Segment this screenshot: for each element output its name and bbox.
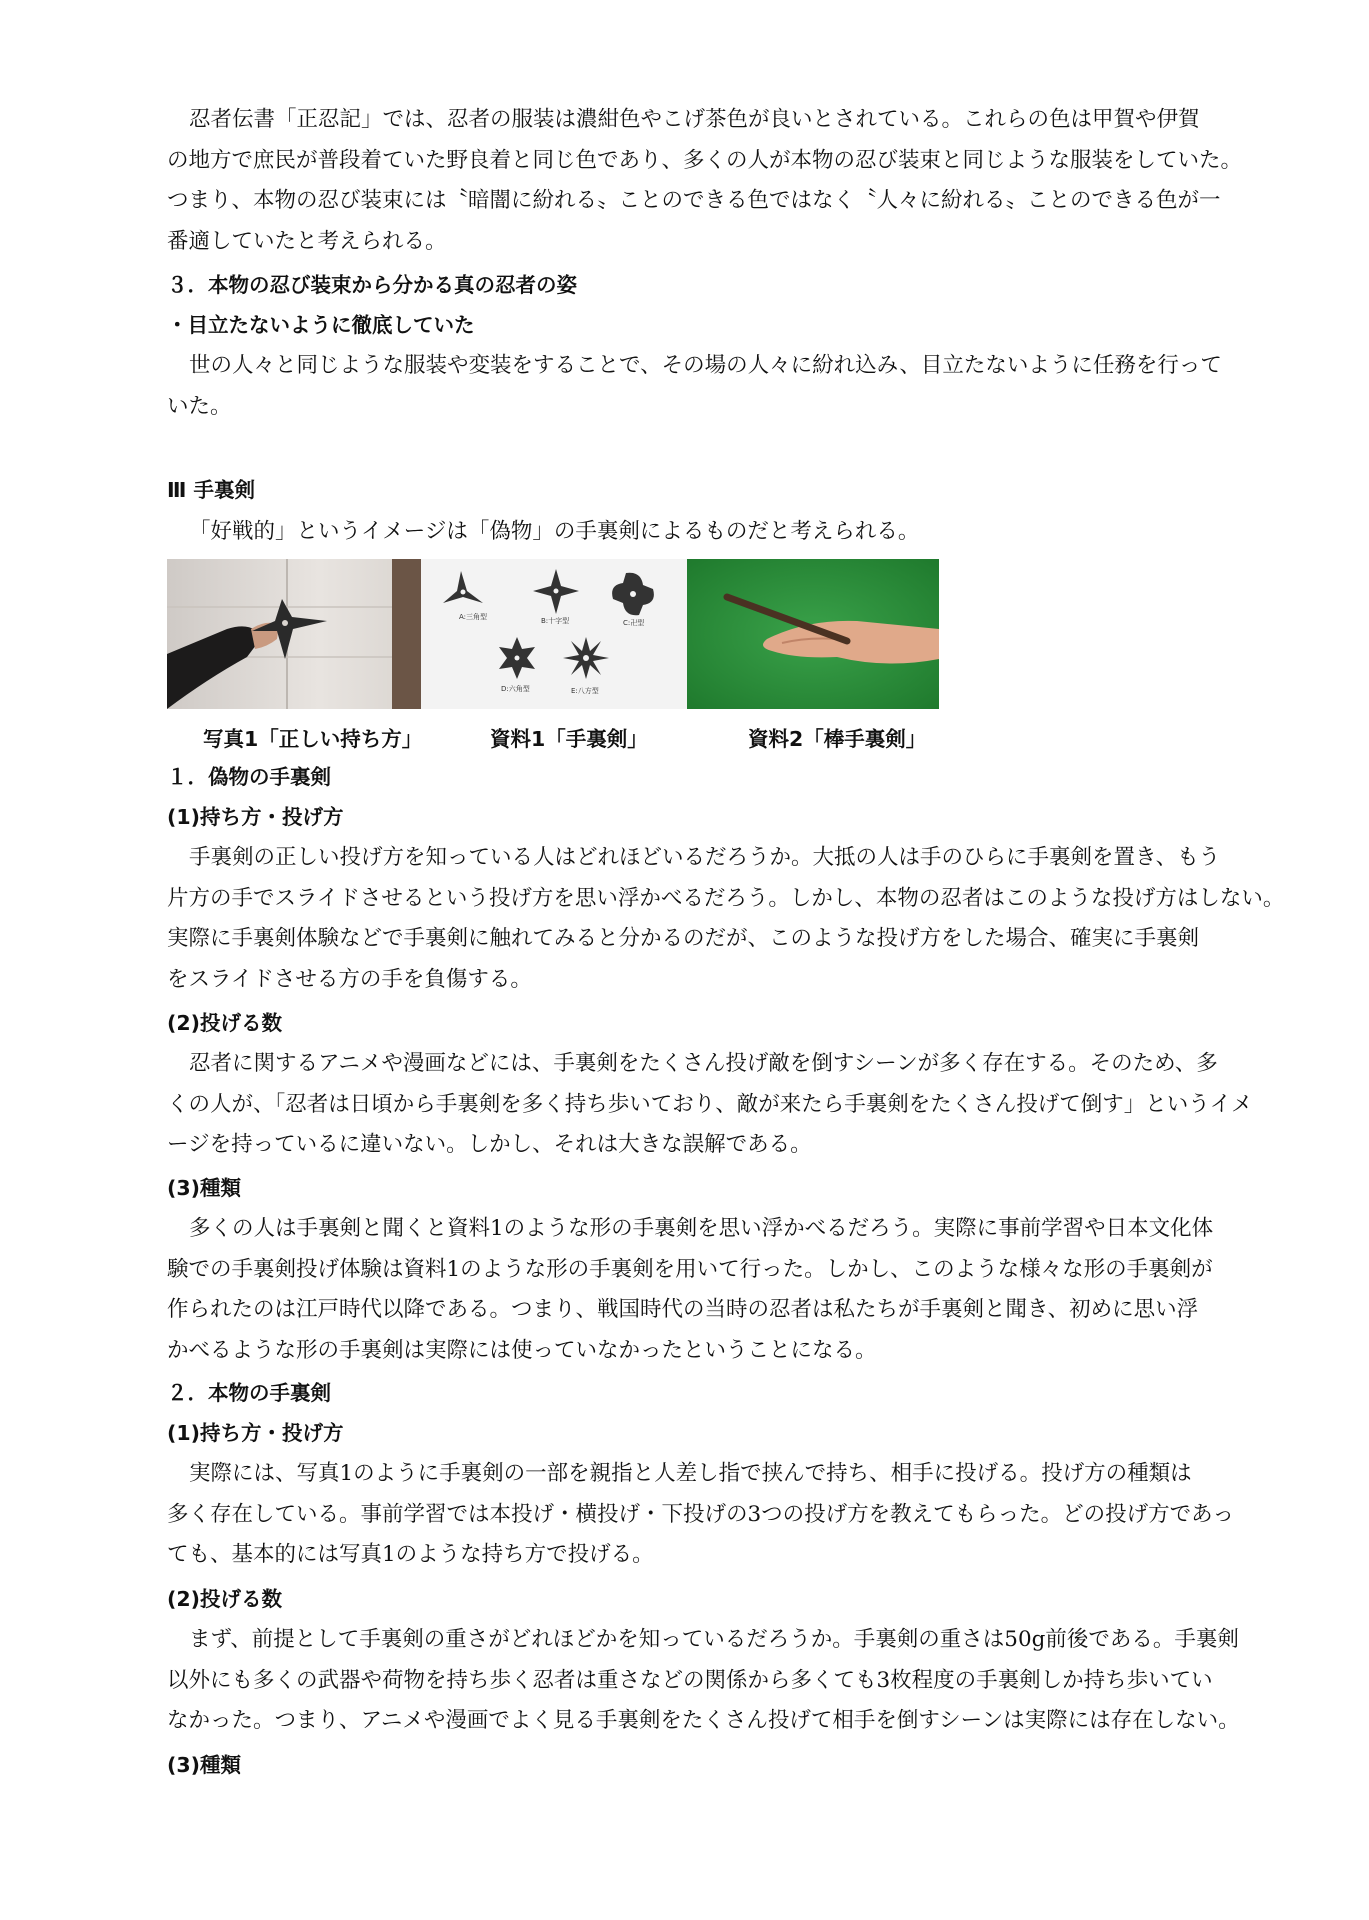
- paragraph-fake-count: [167, 1044, 1253, 1166]
- type-label: B:十字型: [541, 617, 570, 625]
- text-line: 忍者に関するアニメや漫画などには、手裏剣をたくさん投げ敵を倒すシーンが多く存在する。そのため、多: [189, 1051, 1218, 1076]
- paragraph-fake-grip: [167, 838, 1284, 1000]
- text-line: 実際に手裏剣体験などで手裏剣に触れてみると分かるのだが、このような投げ方をした場合、確実に手裏剣: [167, 926, 1200, 951]
- text-line: 番適していたと考えられる。: [167, 228, 447, 254]
- intro-paragraph: [167, 512, 919, 553]
- subheading-real-grip: (1)持ち方・投げ方: [167, 1421, 344, 1445]
- text-line: 多くの人は手裏剣と聞くと資料1のような形の手裏剣を思い浮かべるだろう。実際に事前学習や日本文化体: [189, 1216, 1214, 1241]
- text-line: つまり、本物の忍び装束には〝暗闇に紛れる〟ことのできる色ではなく〝人々に紛れる〟ことのできる色が一: [167, 188, 1221, 213]
- text-line: まず、前提として手裏剣の重さがどれほどかを知っているだろうか。手裏剣の重さは50g前後である。手裏剣: [189, 1627, 1239, 1652]
- subheading-fake-types: (3)種類: [167, 1176, 242, 1200]
- paragraph-real-count: [167, 1620, 1240, 1742]
- type-label: E:八方型: [571, 687, 599, 695]
- subheading-fake-count: (2)投げる数: [167, 1011, 283, 1035]
- type-label: A:三角型: [459, 613, 488, 621]
- type-label: D:六角型: [501, 685, 530, 693]
- text-line: ても、基本的には写真1のような持ち方で投げる。: [167, 1542, 654, 1567]
- caption-doc1: 資料1「手裏剣」: [490, 727, 648, 751]
- paragraph-ninja-clothing: [167, 100, 1242, 262]
- text-line: ージを持っているに違いない。しかし、それは大きな誤解である。: [167, 1132, 812, 1157]
- text-line: かべるような形の手裏剣は実際には使っていなかったということになる。: [167, 1337, 877, 1363]
- section-heading-3: ３．本物の忍び装束から分かる真の忍者の姿: [167, 273, 577, 297]
- section-heading-shuriken: Ⅲ 手裏剣: [167, 478, 256, 502]
- bullet-heading: ・目立たないように徹底していた: [167, 313, 475, 337]
- photo-correct-grip: [167, 559, 421, 709]
- text-line: 多く存在している。事前学習では本投げ・横投げ・下投げの3つの投げ方を教えてもらった。どの投げ方であっ: [167, 1501, 1234, 1527]
- text-line: 片方の手でスライドさせるという投げ方を思い浮かべるだろう。しかし、本物の忍者はこのような投げ方はしない。: [167, 885, 1285, 911]
- text-line: 以外にも多くの武器や荷物を持ち歩く忍者は重さなどの関係から多くても3枚程度の手裏剣しか持ち歩いてい: [167, 1667, 1213, 1693]
- text-line: 世の人々と同じような服装や変装をすることで、その場の人々に紛れ込み、目立たないように任務を行って: [189, 353, 1222, 378]
- type-label: C:卍型: [623, 619, 645, 627]
- photo-bo-shuriken: [687, 559, 939, 709]
- heading-fake-shuriken: １．偽物の手裏剣: [167, 765, 331, 789]
- paragraph-inconspicuous: [167, 346, 1222, 427]
- text-line: くの人が、「忍者は日頃から手裏剣を多く持ち歩いており、敵が来たら手裏剣をたくさん投げて倒す」というイメ: [167, 1091, 1253, 1117]
- text-line: 手裏剣の正しい投げ方を知っている人はどれほどいるだろうか。大抵の人は手のひらに手裏剣を置き、もう: [189, 845, 1221, 870]
- text-line: なかった。つまり、アニメや漫画でよく見る手裏剣をたくさん投げて相手を倒すシーンは実際には存在しない。: [167, 1708, 1240, 1733]
- text-line: 験での手裏剣投げ体験は資料1のような形の手裏剣を用いて行った。しかし、このような様々な形の手裏剣が: [167, 1256, 1213, 1282]
- subheading-fake-grip: (1)持ち方・投げ方: [167, 805, 344, 829]
- figure-row: [167, 559, 939, 709]
- text-line: をスライドさせる方の手を負傷する。: [167, 966, 532, 992]
- paragraph-fake-types: [167, 1209, 1213, 1371]
- text-line: の地方で庶民が普段着ていた野良着と同じ色であり、多くの人が本物の忍び装束と同じような服装をしていた。: [167, 147, 1243, 173]
- figure-shuriken-types: [421, 559, 687, 709]
- text-line: 「好戦的」というイメージは「偽物」の手裏剣によるものだと考えられる。: [189, 519, 920, 544]
- caption-photo1: 写真1「正しい持ち方」: [203, 727, 423, 751]
- text-line: 実際には、写真1のように手裏剣の一部を親指と人差し指で挟んで持ち、相手に投げる。投げ方の種類は: [189, 1461, 1192, 1486]
- subheading-real-count: (2)投げる数: [167, 1587, 283, 1611]
- text-line: 作られたのは江戸時代以降である。つまり、戦国時代の当時の忍者は私たちが手裏剣と聞き、初めに思い浮: [167, 1297, 1199, 1322]
- paragraph-real-grip: [167, 1454, 1234, 1576]
- caption-doc2: 資料2「棒手裏剣」: [748, 727, 927, 751]
- text-line: 忍者伝書「正忍記」では、忍者の服装は濃紺色やこげ茶色が良いとされている。これらの色は甲賀や伊賀: [189, 107, 1200, 132]
- text-line: いた。: [167, 393, 232, 419]
- subheading-real-types: (3)種類: [167, 1753, 242, 1777]
- heading-real-shuriken: ２．本物の手裏剣: [167, 1381, 331, 1405]
